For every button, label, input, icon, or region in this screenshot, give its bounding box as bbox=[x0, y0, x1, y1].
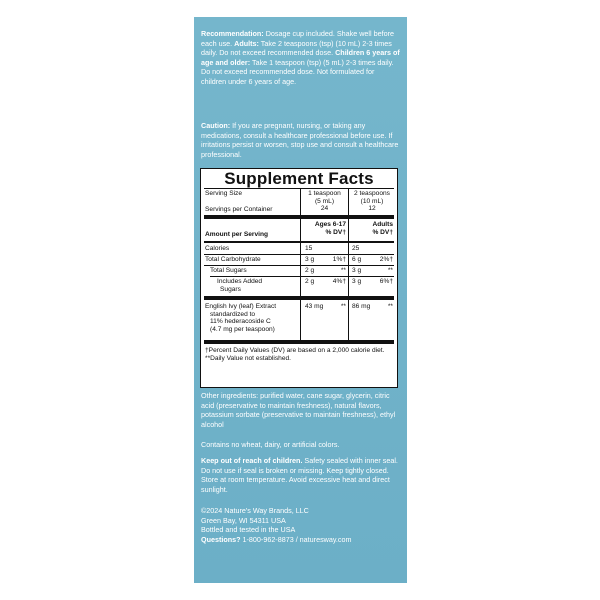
contains-statement: Contains no wheat, dairy, or artificial colors. bbox=[201, 440, 340, 449]
ivy-d1: ** bbox=[340, 303, 346, 310]
supplement-facts-panel bbox=[200, 168, 398, 388]
recommendation-text: Recommendation: Dosage cup included. Shake well before each use. Adults: Take 2 teaspoons (tsp) (10 mL) 2-3 times daily. Do not exceed recommended dose. Children 6 years of age and older: Take 1 teaspoon (tsp) (5 mL) 2-3 times daily. Do not exceed recommended dose. Not formulated for children under 6 years of age. bbox=[201, 29, 400, 86]
sugars-d1: ** bbox=[340, 267, 346, 274]
sugars-d2: ** bbox=[387, 267, 393, 274]
sugars-v1: 2 g bbox=[305, 267, 315, 274]
ivy-d2: ** bbox=[387, 303, 393, 310]
carb-v2: 6 g bbox=[352, 256, 362, 263]
caution-text: Caution: If you are pregnant, nursing, or taking any medications, consult a healthcare professional before use. If irritations persist or worsen, stop use and consult a healthcare professional. bbox=[201, 121, 399, 159]
other-ingredients: Other ingredients: purified water, cane sugar, glycerin, citric acid (preservative to maintain freshness), natural flavors, potassium sorbate (preservative to maintain freshness), ethyl alcohol bbox=[201, 391, 396, 429]
address: Green Bay, WI 54311 USA bbox=[201, 515, 286, 525]
added-v2: 3 g bbox=[352, 278, 362, 285]
servings-per-container-label: Servings per Container bbox=[205, 206, 273, 213]
col1-header: Ages 6-17 % DV† bbox=[314, 221, 346, 236]
recommendation-label: Recommendation: bbox=[201, 29, 264, 38]
copyright: ©2024 Nature's Way Brands, LLC bbox=[201, 506, 309, 515]
ivy-v2: 86 mg bbox=[352, 303, 371, 310]
keep-out-text: Keep out of reach of children. Safety sealed with inner seal. Do not use if seal is broken or missing. Keep tightly closed. Store at room temperature. Avoid excessive heat and direct sunlight. bbox=[201, 456, 398, 494]
company-info bbox=[201, 506, 401, 544]
questions-line: Questions? 1-800-962-8873 / naturesway.com bbox=[201, 534, 352, 544]
carb-d1: 1%† bbox=[332, 256, 346, 263]
row-label-english-ivy: English Ivy (leaf) Extract standardized to 11% hederacoside C (4.7 mg per teaspoon) bbox=[205, 303, 277, 333]
keep-out-label: Keep out of reach of children. bbox=[201, 456, 303, 465]
label-panel bbox=[194, 17, 407, 583]
row-label-carb: Total Carbohydrate bbox=[205, 256, 261, 263]
daily-value-footnote: †Percent Daily Values (DV) are based on a 2,000 calorie diet. **Daily Value not established. bbox=[205, 347, 385, 363]
row-label-added-sugars: Includes Added Sugars bbox=[217, 278, 263, 293]
carb-v1: 3 g bbox=[305, 256, 315, 263]
bottled-statement: Bottled and tested in the USA bbox=[201, 525, 296, 535]
children-label: Children 6 years of age and older: bbox=[201, 48, 400, 67]
amount-per-serving-label: Amount per Serving bbox=[205, 231, 269, 238]
ivy-v1: 43 mg bbox=[305, 303, 324, 310]
row-label-sugars: Total Sugars bbox=[210, 267, 247, 274]
calories-v1: 15 bbox=[305, 245, 313, 252]
added-d2: 6%† bbox=[379, 278, 393, 285]
added-v1: 2 g bbox=[305, 278, 315, 285]
col2-serving: 2 teaspoons (10 mL) 12 bbox=[354, 190, 390, 213]
col2-header: Adults % DV† bbox=[372, 221, 393, 236]
sugars-v2: 3 g bbox=[352, 267, 362, 274]
col1-serving: 1 teaspoon (5 mL) 24 bbox=[308, 190, 341, 213]
row-label-calories: Calories bbox=[205, 245, 230, 252]
supplement-facts-title: Supplement Facts bbox=[224, 169, 374, 188]
adults-label: Adults: bbox=[234, 38, 259, 48]
serving-size-label: Serving Size bbox=[205, 190, 243, 197]
caution-label: Caution: bbox=[201, 121, 231, 130]
calories-v2: 25 bbox=[352, 245, 360, 252]
added-d1: 4%† bbox=[332, 278, 346, 285]
carb-d2: 2%† bbox=[379, 256, 393, 263]
